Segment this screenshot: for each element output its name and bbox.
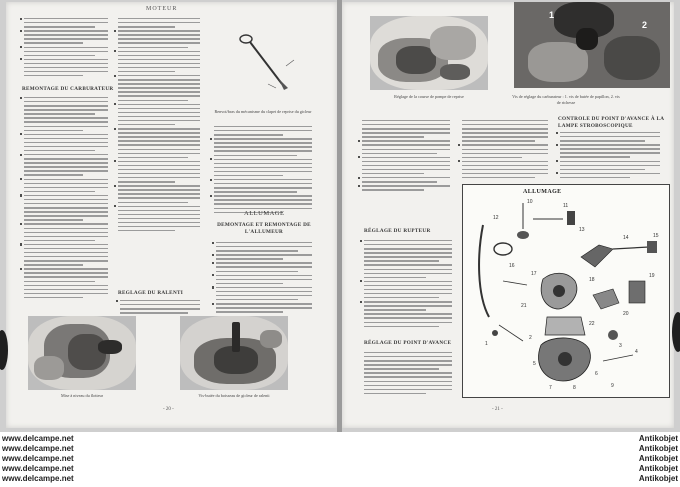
part-number: 5: [533, 361, 536, 367]
right-col2-text: [462, 120, 548, 181]
photo-pump-stroke: [370, 16, 488, 90]
caption-float-level: Mise à niveau du flotteur: [60, 393, 104, 398]
left-col2-text: [118, 18, 200, 234]
watermark-antikobjet: Antikobjet: [638, 464, 678, 473]
part-number: 8: [573, 385, 576, 391]
part-number: 13: [579, 227, 585, 233]
right-col3-text: [560, 132, 660, 181]
heading-reglage-ralenti: REGLAGE DU RALENTI: [118, 290, 184, 296]
part-number: 17: [531, 271, 537, 277]
part-number: 3: [619, 343, 622, 349]
part-number: 4: [635, 349, 638, 355]
photo-float-level: [28, 316, 136, 390]
photo-label-1: 1: [549, 10, 555, 20]
part-number: 1: [485, 341, 488, 347]
watermark-delcampe: www.delcampe.net: [2, 454, 74, 463]
right-folio: - 21 -: [492, 407, 503, 412]
photo-slow-running-screw: [180, 316, 288, 390]
pump-part-drawing: [230, 26, 300, 96]
part-number: 6: [595, 371, 598, 377]
left-col1-text-top: [24, 18, 108, 79]
watermark-antikobjet: Antikobjet: [638, 474, 678, 483]
left-col3-text: [214, 126, 312, 216]
watermark-antikobjet: Antikobjet: [638, 454, 678, 463]
watermark-delcampe: www.delcampe.net: [2, 434, 74, 443]
caption-carburettor-screws: Vis de réglage du carburateur : 1. vis de butée de papillon, 2. vis de richesse: [512, 94, 620, 105]
heading-remontage-carburateur: REMONTAGE DU CARBURATEUR: [22, 86, 114, 92]
part-number: 21: [521, 303, 527, 309]
watermark-delcampe: www.delcampe.net: [2, 464, 74, 473]
part-number: 18: [589, 277, 595, 283]
heading-controle-avance: CONTROLE DU POINT D'AVANCE À LA LAMPE STROBOSCOPIQUE: [558, 116, 665, 129]
watermark-antikobjet: Antikobjet: [638, 434, 678, 443]
left-running-header: MOTEUR: [146, 6, 178, 12]
right-col1-text-mid: [364, 240, 452, 330]
watermark-delcampe: www.delcampe.net: [2, 444, 74, 453]
heading-reglage-avance: RÉGLAGE DU POINT D'AVANCE: [364, 340, 452, 346]
part-number: 15: [653, 233, 659, 239]
watermark-footer: [0, 432, 680, 487]
left-page: [6, 2, 337, 428]
caption-pump-stroke: Réglage de la course de pompe de reprise: [394, 94, 464, 99]
part-number: 11: [563, 203, 569, 209]
ignition-exploded-diagram: [462, 184, 670, 398]
caption-slow-running-screw: Vis-butée du boisseau de gicleur de ralenti: [198, 393, 270, 398]
right-col1-text: [362, 120, 450, 193]
part-number: 2: [529, 335, 532, 341]
part-number: 7: [549, 385, 552, 391]
needle-valve-illustration: [230, 26, 300, 96]
part-number: 16: [509, 263, 515, 269]
heading-demontage-allumeur: DEMONTAGE ET REMONTAGE DE L'ALLUMEUR: [217, 222, 311, 235]
right-col1-text-bottom: [364, 352, 452, 397]
photo-carburettor-screws: [514, 2, 670, 88]
right-binding-mark: [672, 312, 680, 352]
watermark-delcampe: www.delcampe.net: [2, 474, 74, 483]
part-number: 20: [623, 311, 629, 317]
part-number: 22: [589, 321, 595, 327]
watermark-antikobjet: Antikobjet: [638, 444, 678, 453]
part-number: 14: [623, 235, 629, 241]
left-col1-text-mid: [24, 97, 108, 301]
caption-pump-part: Renvoi/bras du mécanisme du clapet de reprise du gicleur: [214, 109, 312, 114]
heading-allumage-left: ALLUMAGE: [244, 210, 285, 217]
part-number: 19: [649, 273, 655, 279]
left-col2-text-bottom: [120, 300, 200, 316]
left-folio: - 20 -: [163, 407, 174, 412]
part-number: 12: [493, 215, 499, 221]
part-number: 9: [611, 383, 614, 389]
heading-reglage-rupteur: RÉGLAGE DU RUPTEUR: [364, 228, 431, 234]
photo-label-2: 2: [642, 20, 648, 30]
part-number: 10: [527, 199, 533, 205]
left-col3-text-bottom: [216, 242, 312, 315]
diagram-title: ALLUMAGE: [523, 189, 562, 195]
right-page: [342, 2, 674, 428]
